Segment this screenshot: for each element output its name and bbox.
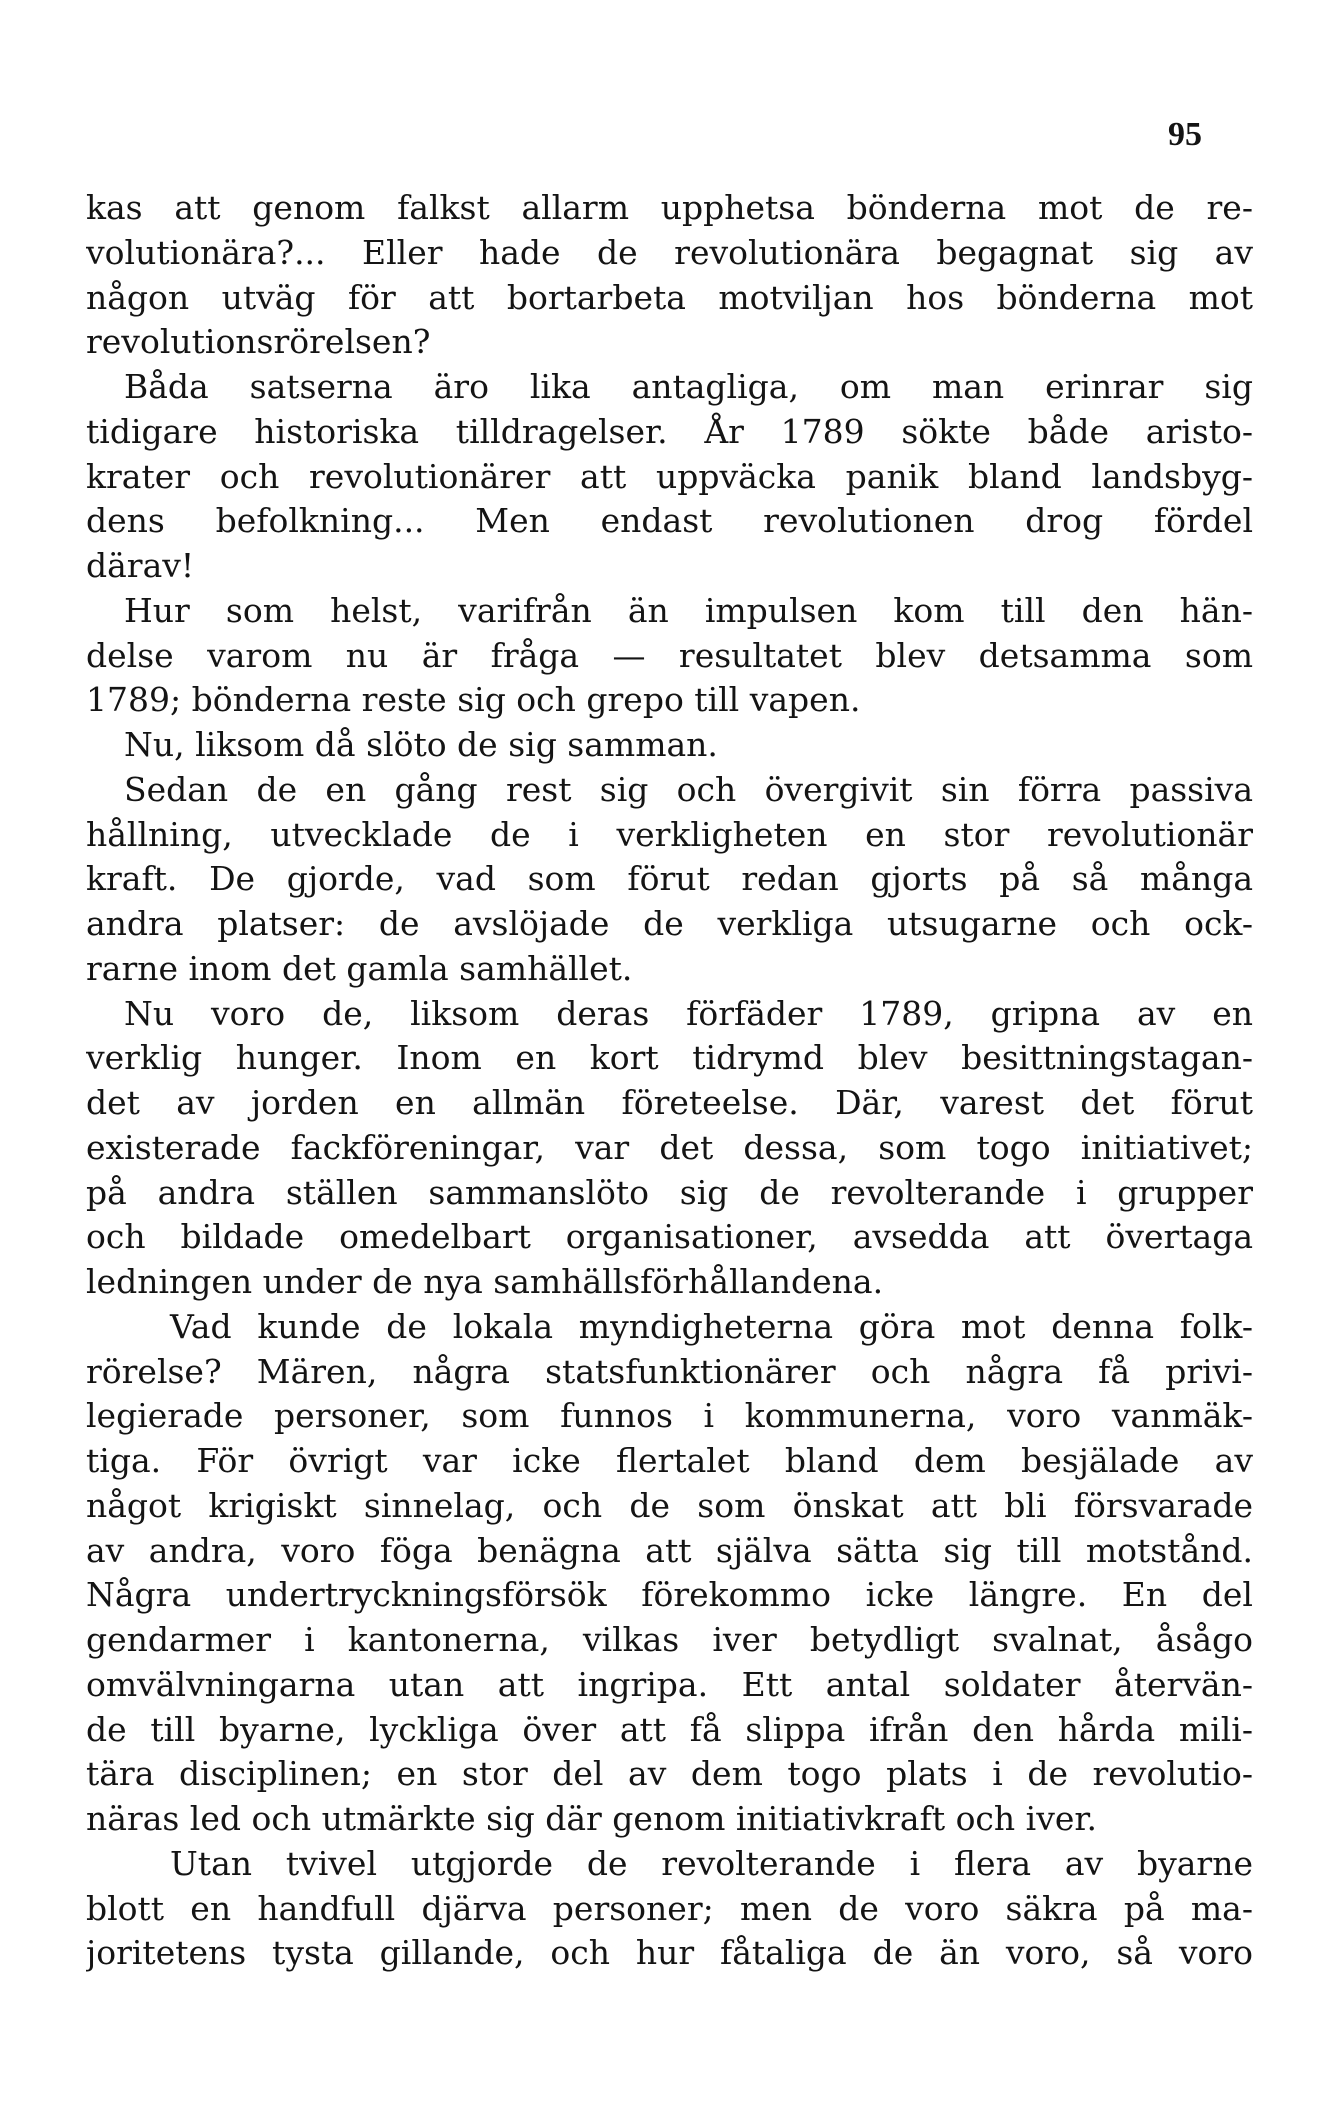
text-line: Några undertryckningsförsök förekommo icke längre. En del bbox=[86, 1575, 1253, 1615]
text-line: tära disciplinen; en stor del av dem togo plats i de revolutio- bbox=[86, 1754, 1253, 1794]
text-line: hållning, utvecklade de i verkligheten en stor revolutionär bbox=[86, 814, 1253, 854]
text-line: Båda satserna äro lika antagliga, om man erinrar sig bbox=[124, 367, 1253, 406]
text-line: rarne inom det gamla samhället. bbox=[86, 948, 633, 988]
text-line: delse varom nu är fråga — resultatet blev detsamma som bbox=[86, 635, 1253, 675]
text-line: Vad kunde de lokala myndigheterna göra mot denna folk- bbox=[170, 1306, 1253, 1346]
text-line: 1789; bönderna reste sig och grepo till vapen. bbox=[86, 680, 861, 720]
text-line: Sedan de en gång rest sig och övergivit sin förra passiva bbox=[124, 769, 1253, 809]
text-line: Nu, liksom då slöto de sig samman. bbox=[124, 725, 718, 764]
text-line: blott en handfull djärva personer; men de voro säkra på ma- bbox=[86, 1888, 1253, 1928]
page-number: 95 bbox=[1168, 116, 1202, 153]
text-line: det av jorden en allmän företeelse. Där, varest det förut bbox=[86, 1083, 1253, 1122]
text-line: verklig hunger. Inom en kort tidrymd blev besittningstagan- bbox=[86, 1038, 1253, 1078]
text-line: gendarmer i kantonerna, vilkas iver betydligt svalnat, åsågo bbox=[86, 1620, 1253, 1659]
text-line: dens befolkning... Men endast revolutionen drog fördel bbox=[86, 501, 1253, 541]
text-line: av andra, voro föga benägna att själva sätta sig till motstånd. bbox=[86, 1530, 1253, 1570]
text-line: andra platser: de avslöjade de verkliga utsugarne och ock- bbox=[86, 904, 1253, 943]
text-line: Nu voro de, liksom deras förfäder 1789, gripna av en bbox=[124, 993, 1253, 1033]
text-line: revolutionsrörelsen? bbox=[86, 322, 431, 362]
text-line: joritetens tysta gillande, och hur fåtaliga de än voro, så voro bbox=[86, 1933, 1253, 1973]
text-line: och bildade omedelbart organisationer, avsedda att övertaga bbox=[86, 1217, 1253, 1257]
text-line: rörelse? Mären, några statsfunktionärer och några få privi- bbox=[86, 1351, 1253, 1391]
text-line: legierade personer, som funnos i kommunerna, voro vanmäk- bbox=[86, 1396, 1253, 1436]
text-line: de till byarne, lyckliga över att få slippa ifrån den hårda mili- bbox=[86, 1709, 1253, 1749]
text-line: på andra ställen sammanslöto sig de revolterande i grupper bbox=[86, 1172, 1253, 1212]
text-line: existerade fackföreningar, var det dessa, som togo initiativet; bbox=[86, 1127, 1253, 1167]
text-line: ledningen under de nya samhällsförhållandena. bbox=[86, 1262, 884, 1301]
text-line: näras led och utmärkte sig där genom initiativkraft och iver. bbox=[86, 1799, 1098, 1838]
text-line: tidigare historiska tilldragelser. År 1789 sökte både aristo- bbox=[86, 411, 1253, 451]
text-line: Utan tvivel utgjorde de revolterande i flera av byarne bbox=[170, 1843, 1253, 1883]
text-line: krater och revolutionärer att uppväcka panik bland landsbyg- bbox=[86, 456, 1253, 496]
text-line: tiga. För övrigt var icke flertalet bland dem besjälade av bbox=[86, 1441, 1253, 1480]
body-text bbox=[86, 186, 1253, 1976]
text-line: därav! bbox=[86, 546, 195, 585]
text-line: kas att genom falkst allarm upphetsa bönderna mot de re- bbox=[86, 188, 1253, 227]
text-line: omvälvningarna utan att ingripa. Ett antal soldater återvän- bbox=[86, 1664, 1253, 1704]
text-line: någon utväg för att bortarbeta motviljan hos bönderna mot bbox=[86, 277, 1253, 317]
text-line: Hur som helst, varifrån än impulsen kom till den hän- bbox=[124, 590, 1253, 630]
text-line: volutionära?... Eller hade de revolutionära begagnat sig av bbox=[86, 232, 1253, 272]
text-line: något krigiskt sinnelag, och de som önskat att bli försvarade bbox=[86, 1485, 1253, 1525]
text-line: kraft. De gjorde, vad som förut redan gjorts på så många bbox=[86, 859, 1253, 899]
